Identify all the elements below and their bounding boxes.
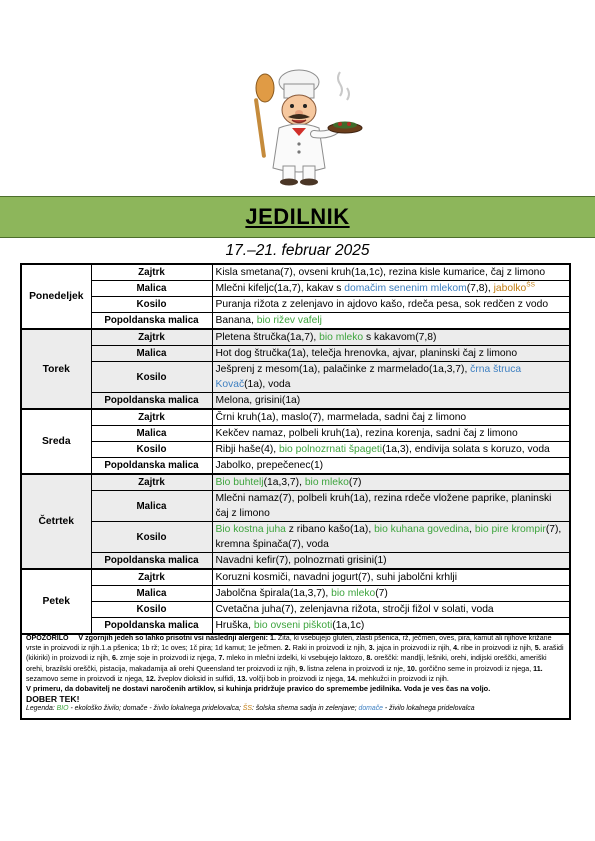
dish-description <box>212 442 570 458</box>
dish-text: Cvetačna juha(7), zelenjavna rižota, stročji fižol v solati, voda <box>215 604 494 615</box>
dish-text: Pletena štručka(1a,7), <box>215 332 320 343</box>
dish-text: Puranja rižota z zelenjavo in ajdovo kašo, rdeča pesa, sok redčen z vodo <box>215 299 549 310</box>
title-banner <box>0 196 595 238</box>
dish-description <box>212 426 570 442</box>
dish-text: (1a,3,7), <box>263 477 305 488</box>
legend-local-key: domače <box>358 705 383 713</box>
dish-text: bio kuhana govedina <box>374 524 470 535</box>
allergen-number: 1. <box>270 634 276 642</box>
allergen-number: 14. <box>347 674 357 683</box>
dish-text: Jabolčna špirala(1a,3,7), <box>215 588 332 599</box>
meal-label: Kosilo <box>91 442 212 458</box>
menu-row <box>21 426 570 442</box>
dish-text: Jabolko, prepečenec(1) <box>215 460 324 471</box>
legend-ss-key: ŠS <box>242 705 252 713</box>
allergen-number: 5. <box>534 644 541 653</box>
menu-row <box>21 553 570 570</box>
dish-text: bio mleko <box>304 477 349 488</box>
dish-text: Navadni kefir(7), polnozrnati grisini(1) <box>215 555 387 566</box>
meal-label: Kosilo <box>91 362 212 393</box>
meal-label: Popoldanska malica <box>91 393 212 410</box>
dish-text: Mlečni kifeljc(1a,7), kakav s <box>215 283 345 294</box>
dish-text: Bio buhtelj <box>215 477 264 488</box>
menu-row <box>21 329 570 346</box>
dish-description <box>212 264 570 281</box>
legend-bio-key: BIO <box>56 705 69 713</box>
allergen-text: arašidi (kikiriki) in proizvodi iz njih, <box>26 644 564 663</box>
menu-row <box>21 522 570 553</box>
allergen-number: 9. <box>299 664 306 673</box>
dish-text: Koruzni kosmiči, navadni jogurt(7), suhi jabolčni krhlji <box>215 572 458 583</box>
menu-row <box>21 569 570 586</box>
dish-text: bio rižev vafelj <box>256 315 322 326</box>
dish-text: bio pire krompir <box>474 524 546 535</box>
menu-row <box>21 602 570 618</box>
meal-label: Popoldanska malica <box>91 618 212 635</box>
allergen-number: 7. <box>218 654 225 663</box>
chef-illustration <box>252 68 364 186</box>
day-name: Četrtek <box>21 474 91 569</box>
menu-row <box>21 281 570 297</box>
legend <box>26 704 565 714</box>
dish-text: jabolko <box>493 283 527 294</box>
warning-heading: OPOZORILO <box>26 634 69 642</box>
menu-table <box>20 263 571 635</box>
dish-text: bio mleko <box>331 588 376 599</box>
allergen-text: zrnje soje in proizvodi iz njega, <box>119 654 217 663</box>
dish-description <box>212 458 570 475</box>
menu-row <box>21 393 570 410</box>
dish-text: Bio kostna juha <box>215 524 286 535</box>
dish-description <box>212 522 570 553</box>
menu-row <box>21 362 570 393</box>
allergen-text: listna zelena in proizvodi iz nje, <box>307 664 405 673</box>
dish-text: Banana, <box>215 315 257 326</box>
dish-text: (7), kremna špinača(7), voda <box>215 524 562 550</box>
day-name: Torek <box>21 329 91 409</box>
meal-label: Zajtrk <box>91 264 212 281</box>
dish-description <box>212 569 570 586</box>
dish-description <box>212 553 570 570</box>
menu-date: 17.–21. februar 2025 <box>225 242 370 259</box>
dish-text: Hruška, <box>215 620 254 631</box>
allergen-number: 4. <box>453 644 460 653</box>
menu-row <box>21 409 570 426</box>
meal-label: Popoldanska malica <box>91 313 212 330</box>
allergen-text: Žita, ki vsebujejo gluten, zlasti pšenica, rž, ječmen, oves, pira, kamut ali njihove križane vrste in proizvodi iz njih.1.a pšenica; 1b rž; 1c oves; 1č pira; 1d kamut; 1e ječmen. <box>26 634 552 653</box>
menu-row <box>21 346 570 362</box>
meal-label: Zajtrk <box>91 474 212 491</box>
dish-description <box>212 362 570 393</box>
menu-row <box>21 264 570 281</box>
dish-text: z ribano kašo(1a), <box>285 524 375 535</box>
meal-label: Malica <box>91 491 212 522</box>
page-title: JEDILNIK <box>245 204 350 229</box>
disclaimer: V primeru, da dobavitelj ne dostavi naročenih artiklov, si kuhinja pridržuje pravico do spremembe jedilnika. Voda je ves čas na voljo. <box>26 684 491 694</box>
goodbye-text: DOBER TEK! <box>26 694 80 705</box>
dish-text: Ješprenj z mesom(1a), palačinke z marmelado(1a,3,7), <box>215 364 471 375</box>
meal-label: Popoldanska malica <box>91 458 212 475</box>
allergen-text: ribe in proizvodi iz njih, <box>461 644 533 653</box>
dish-text: Melona, grisini(1a) <box>215 395 301 406</box>
dish-description <box>212 329 570 346</box>
dish-text: (7) <box>348 477 362 488</box>
allergen-number: 10. <box>406 664 417 673</box>
allergen-number: 11. <box>533 664 543 673</box>
dish-text: (7,8), <box>466 283 494 294</box>
dish-text: bio polnozrnati špageti <box>279 444 383 455</box>
dish-description <box>212 313 570 330</box>
allergen-text: mleko in mlečni izdelki, ki vsebujejo laktozo, <box>226 654 365 663</box>
menu-row <box>21 474 570 491</box>
dish-text: domačim senenim mlekom <box>344 283 467 294</box>
dish-description <box>212 297 570 313</box>
allergen-text: oreščki: mandlji, lešniki, orehi, indijski oreščki, ameriški orehi, brazilski oreščki, pistacija, makadamija ali orehi Queensland ter proizvodi iz njih, <box>26 654 547 673</box>
dish-text: (1a,3), endivija solata s koruzo, voda <box>382 444 550 455</box>
meal-label: Kosilo <box>91 522 212 553</box>
dish-text: bio ovseni piškoti <box>253 620 333 631</box>
dish-description <box>212 586 570 602</box>
meal-label: Zajtrk <box>91 569 212 586</box>
allergen-intro: V zgornjih jedeh so lahko prisotni vsi naslednji alergeni: <box>78 634 269 642</box>
legend-prefix: Legenda: <box>26 705 57 713</box>
dish-text: Mlečni namaz(7), polbeli kruh(1a), rezina rdeče vložene paprike, planinski čaj z limono <box>215 493 552 519</box>
dish-text: bio mleko <box>319 332 364 343</box>
day-name: Ponedeljek <box>21 264 91 329</box>
dish-description <box>212 281 570 297</box>
dish-description <box>212 602 570 618</box>
allergen-number: 2. <box>284 644 291 653</box>
allergen-text: jajca in proizvodi iz njih, <box>376 644 452 653</box>
meal-label: Kosilo <box>91 297 212 313</box>
dish-text: Črni kruh(1a), maslo(7), marmelada, sadni čaj z limono <box>215 412 467 423</box>
dish-description <box>212 346 570 362</box>
menu-row <box>21 586 570 602</box>
dish-text: (1a,1c) <box>332 620 365 631</box>
allergen-text: volčji bob in proizvodi iz njega, <box>249 674 346 683</box>
meal-label: Malica <box>91 281 212 297</box>
allergen-text: mehkužci in proizvodi iz njih. <box>358 674 449 683</box>
dish-text: (7) <box>375 588 388 599</box>
dish-text: Kisla smetana(7), ovseni kruh(1a,1c), rezina kisle kumarice, čaj z limono <box>215 267 546 278</box>
meal-label: Popoldanska malica <box>91 553 212 570</box>
allergen-text: Raki in proizvodi iz njih, <box>292 644 367 653</box>
allergen-text: sezamovo seme in proizvodi iz njega, <box>26 674 144 683</box>
menu-row <box>21 458 570 475</box>
menu-row <box>21 297 570 313</box>
dish-text: , <box>469 524 475 535</box>
dish-text: Hot dog štručka(1a), telečja hrenovka, ajvar, planinski čaj z limono <box>215 348 518 359</box>
menu-table-body <box>21 264 570 634</box>
day-name: Petek <box>21 569 91 634</box>
meal-label: Zajtrk <box>91 409 212 426</box>
meal-label: Malica <box>91 426 212 442</box>
allergen-number: 6. <box>111 654 118 663</box>
allergen-number: 13. <box>237 674 248 683</box>
menu-row <box>21 313 570 330</box>
dish-text: črna štruca Kovač <box>215 364 522 390</box>
meal-label: Malica <box>91 586 212 602</box>
dish-description <box>212 409 570 426</box>
dish-text: Kekčev namaz, polbeli kruh(1a), rezina korenja, sadni čaj z limono <box>215 428 518 439</box>
legend-local-text: - živilo lokalnega pridelovalca <box>383 705 475 713</box>
dish-text: s kakavom(7,8) <box>363 332 437 343</box>
allergen-text: žveplov dioksid in sulfidi, <box>157 674 236 683</box>
allergen-paragraph <box>26 633 565 684</box>
school-scheme-mark: ŠS <box>526 281 535 289</box>
allergen-number: 8. <box>366 654 373 663</box>
meal-label: Zajtrk <box>91 329 212 346</box>
menu-row <box>21 491 570 522</box>
dish-description <box>212 491 570 522</box>
allergen-text: gorčično seme in proizvodi iz njega, <box>418 664 532 673</box>
legend-ss-text: : šolska shema sadja in zelenjave; <box>252 705 359 713</box>
meal-label: Kosilo <box>91 602 212 618</box>
dish-description <box>212 393 570 410</box>
dish-text: (1a), voda <box>244 379 291 390</box>
meal-label: Malica <box>91 346 212 362</box>
dish-text: Ribji haše(4), <box>215 444 280 455</box>
allergen-number: 12. <box>145 674 156 683</box>
day-name: Sreda <box>21 409 91 474</box>
allergen-notes <box>20 630 571 720</box>
dish-description <box>212 474 570 491</box>
allergen-number: 3. <box>368 644 375 653</box>
legend-bio-text: - ekološko živilo; domače - živilo lokalnega pridelovalca; <box>68 705 243 713</box>
menu-row <box>21 442 570 458</box>
